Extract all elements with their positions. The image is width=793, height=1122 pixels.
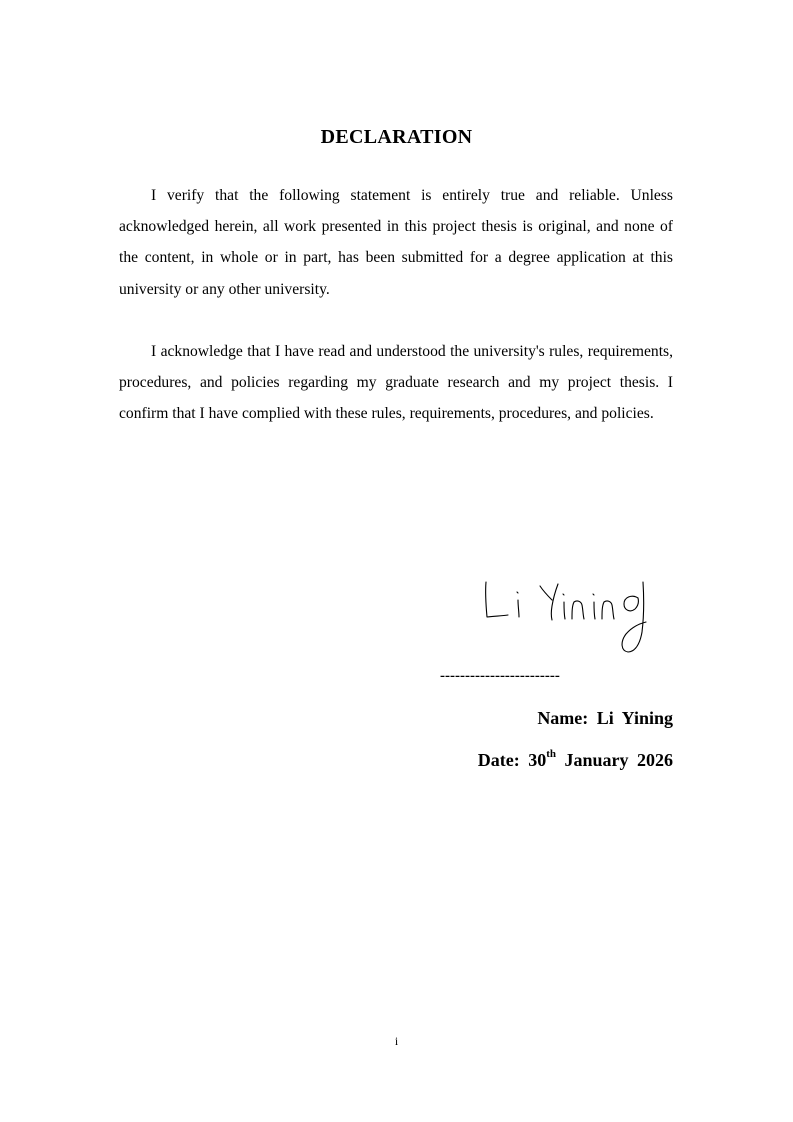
page-number: i bbox=[394, 1034, 399, 1048]
date-day-suffix: th bbox=[546, 748, 556, 760]
declaration-paragraph-1: I verify that the following statement is entirely true and reliable. Unless acknowledged herein, all work presented in this project thesis is original, and none of the content, in whole or in part, has been submitted for a degree application at this university or any other university. bbox=[119, 187, 673, 298]
signature-line: ------------------------ bbox=[440, 668, 560, 684]
date-day bbox=[528, 750, 556, 770]
date-day-number: 30 bbox=[528, 750, 547, 770]
name-value: Li Yining bbox=[596, 708, 673, 728]
date-month-year: January 2026 bbox=[564, 750, 673, 770]
handwritten-signature bbox=[478, 572, 668, 658]
date-field bbox=[478, 750, 673, 771]
page-title: DECLARATION bbox=[320, 126, 473, 148]
name-field bbox=[537, 708, 673, 729]
declaration-paragraph-2: I acknowledge that I have read and understood the university's rules, requirements, procedures, and policies regarding my graduate research and my project thesis. I confirm that I have complied with these rules, requirements, procedures, and policies. bbox=[119, 343, 673, 423]
name-label: Name: bbox=[537, 708, 589, 728]
date-label: Date: bbox=[477, 750, 520, 770]
